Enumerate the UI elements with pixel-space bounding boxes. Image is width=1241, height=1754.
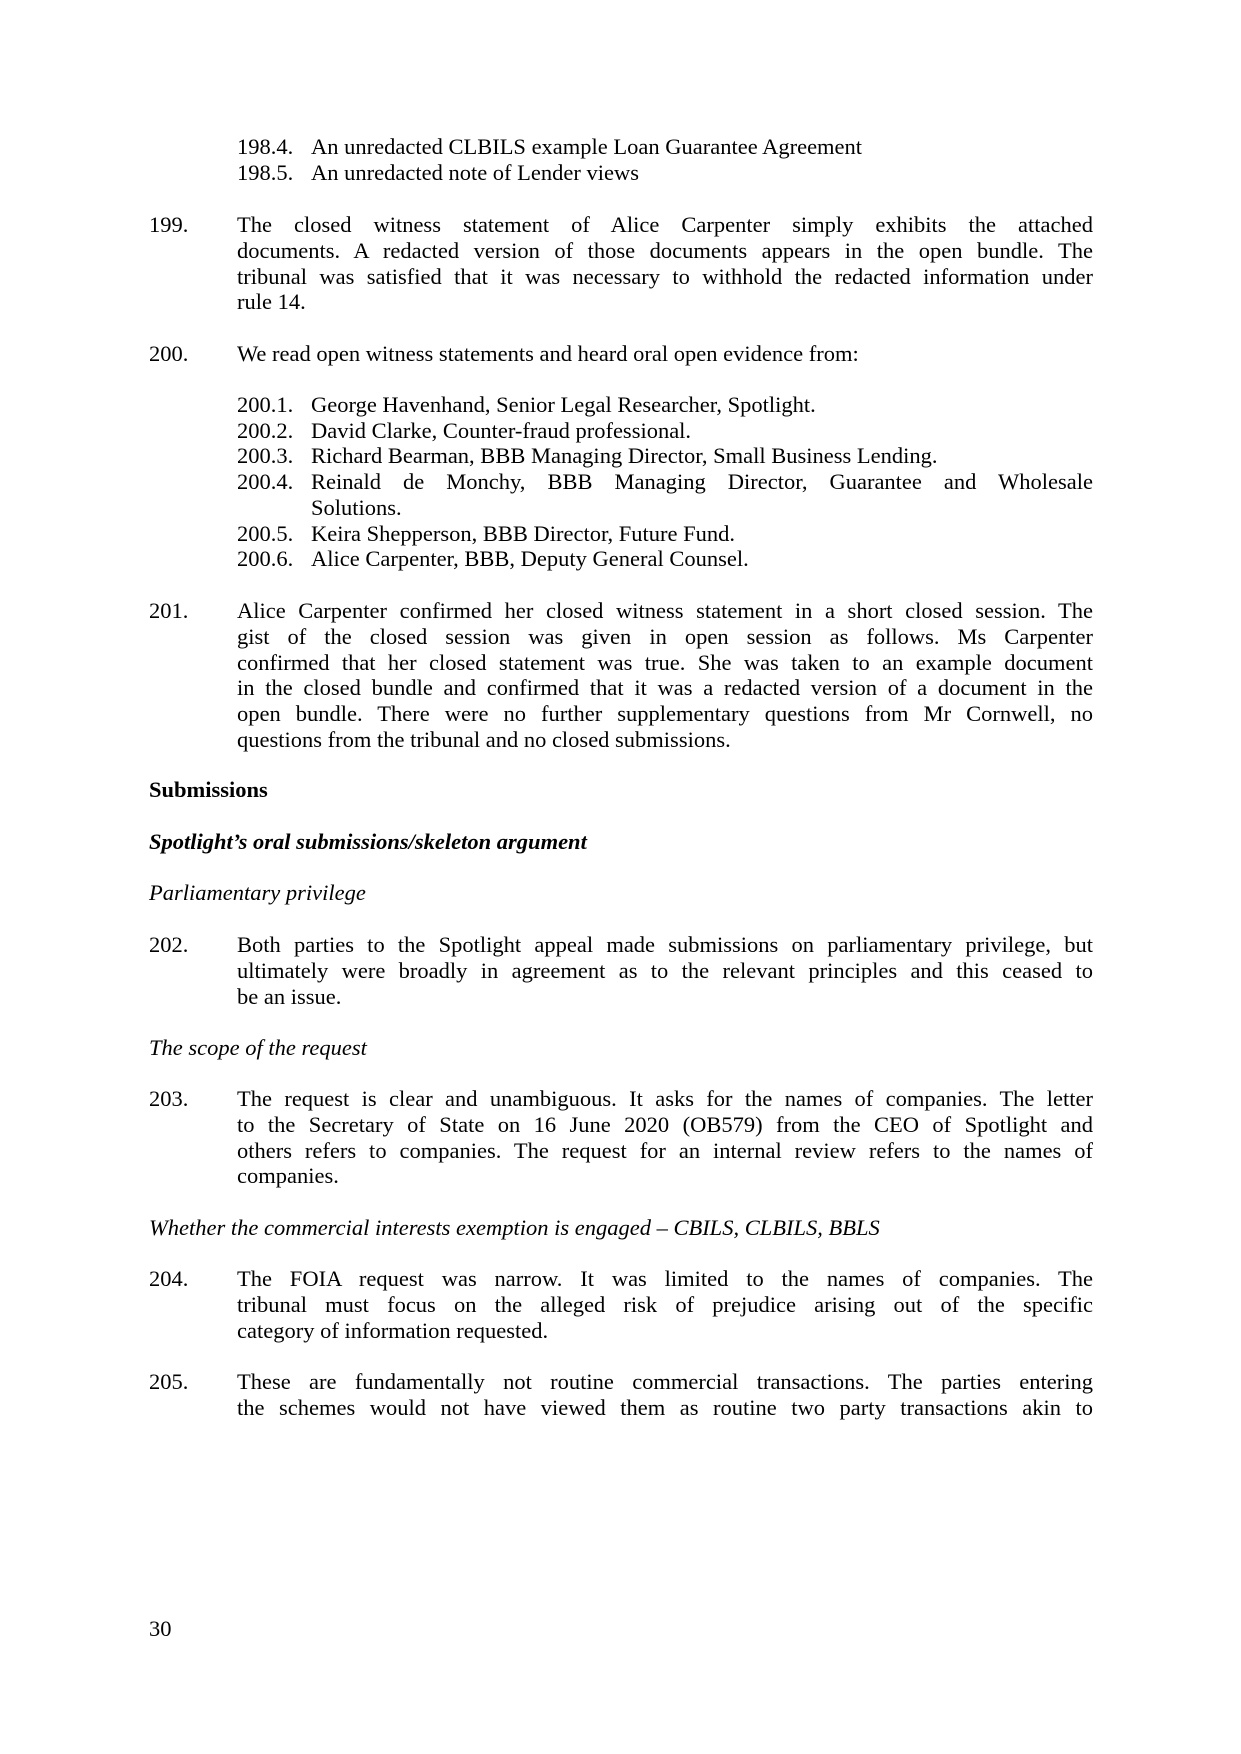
text-line: gist of the closed session was given in open session as follows. Ms Carpenter xyxy=(237,623,1093,649)
text-line: the schemes would not have viewed them as routine two party transactions akin to xyxy=(237,1394,1093,1420)
text-line: to the Secretary of State on 16 June 2020 (OB579) from the CEO of Spotlight and xyxy=(237,1111,1093,1137)
paragraph-199 xyxy=(149,212,1093,315)
sub-paragraph-198-4 xyxy=(237,134,1093,160)
text-line: category of information requested. xyxy=(237,1317,549,1343)
sub-paragraph-number: 200.4. xyxy=(237,469,294,494)
sub-paragraph-200-1 xyxy=(237,392,1093,418)
text-line: rule 14. xyxy=(237,289,306,315)
text-line: be an issue. xyxy=(237,983,342,1009)
text-line: Reinald de Monchy, BBB Managing Director, Guarantee and Wholesale xyxy=(311,469,1093,494)
subsection-heading-spotlight-submissions: Spotlight’s oral submissions/skeleton argument xyxy=(149,829,587,854)
text-line: tribunal was satisfied that it was necessary to withhold the redacted information under xyxy=(237,263,1093,289)
text-line: in the closed bundle and confirmed that it was a redacted version of a document in the xyxy=(237,675,1093,701)
paragraph-200 xyxy=(149,341,1093,367)
text-line: open bundle. There were no further supplementary questions from Mr Cornwell, no xyxy=(237,701,1093,727)
witness-entry: George Havenhand, Senior Legal Researcher, Spotlight. xyxy=(311,392,816,417)
sub-paragraph-text: An unredacted note of Lender views xyxy=(311,160,639,185)
text-line: The closed witness statement of Alice Carpenter simply exhibits the attached xyxy=(237,212,1093,237)
text-line: documents. A redacted version of those documents appears in the open bundle. The xyxy=(237,237,1093,263)
witness-entry: David Clarke, Counter-fraud professional. xyxy=(311,418,692,443)
sub-paragraph-number: 200.6. xyxy=(237,546,294,571)
witness-entry: Alice Carpenter, BBB, Deputy General Counsel. xyxy=(311,546,749,571)
sub-paragraph-198-5 xyxy=(237,160,1093,186)
sub-paragraph-number: 200.2. xyxy=(237,418,294,443)
text-line: The FOIA request was narrow. It was limited to the names of companies. The xyxy=(237,1266,1093,1291)
text-line: questions from the tribunal and no closed submissions. xyxy=(237,726,731,752)
paragraph-text xyxy=(237,341,1093,367)
paragraph-205 xyxy=(149,1369,1093,1421)
sub-paragraph-number: 198.5. xyxy=(237,160,294,185)
text-line: tribunal must focus on the alleged risk of prejudice arising out of the specific xyxy=(237,1291,1093,1317)
paragraph-204 xyxy=(149,1266,1093,1343)
paragraph-text xyxy=(237,1086,1093,1189)
text-line: These are fundamentally not routine commercial transactions. The parties entering xyxy=(237,1369,1093,1394)
sub-paragraph-text: An unredacted CLBILS example Loan Guarantee Agreement xyxy=(311,134,863,159)
text-line: confirmed that her closed statement was true. She was taken to an example document xyxy=(237,649,1093,675)
text-line: The request is clear and unambiguous. It asks for the names of companies. The letter xyxy=(237,1086,1093,1111)
sub-paragraph-number: 200.5. xyxy=(237,521,294,546)
sub-paragraph-200-4 xyxy=(237,469,1093,521)
sub-paragraph-number: 198.4. xyxy=(237,134,294,159)
paragraph-number: 199. xyxy=(149,212,189,237)
sub-paragraph-200-3 xyxy=(237,443,1093,469)
witness-entry: Richard Bearman, BBB Managing Director, Small Business Lending. xyxy=(311,443,938,468)
text-line: Solutions. xyxy=(311,494,402,520)
witness-entry xyxy=(311,469,1093,521)
paragraph-number: 204. xyxy=(149,1266,189,1291)
text-line: We read open witness statements and heard oral open evidence from: xyxy=(237,341,859,366)
section-heading-submissions: Submissions xyxy=(149,777,268,802)
text-line: Both parties to the Spotlight appeal made submissions on parliamentary privilege, but xyxy=(237,932,1093,957)
paragraph-number: 203. xyxy=(149,1086,189,1111)
paragraph-number: 200. xyxy=(149,341,189,366)
paragraph-number: 205. xyxy=(149,1369,189,1394)
paragraph-text xyxy=(237,1266,1093,1343)
text-line: others refers to companies. The request for an internal review refers to the names of xyxy=(237,1137,1093,1163)
topic-heading-commercial-interests-exemption: Whether the commercial interests exemption is engaged – CBILS, CLBILS, BBLS xyxy=(149,1215,880,1240)
sub-paragraph-200-2 xyxy=(237,418,1093,444)
witness-entry: Keira Shepperson, BBB Director, Future Fund. xyxy=(311,521,736,546)
paragraph-number: 201. xyxy=(149,598,189,623)
paragraph-number: 202. xyxy=(149,932,189,957)
text-line: ultimately were broadly in agreement as to the relevant principles and this ceased to xyxy=(237,957,1093,983)
paragraph-202 xyxy=(149,932,1093,1009)
paragraph-text xyxy=(237,598,1093,753)
paragraph-text xyxy=(237,932,1093,1009)
sub-paragraph-number: 200.1. xyxy=(237,392,294,417)
text-line: companies. xyxy=(237,1163,339,1189)
paragraph-text xyxy=(237,1369,1093,1421)
topic-heading-scope-of-request: The scope of the request xyxy=(149,1035,367,1060)
paragraph-text xyxy=(237,212,1093,315)
text-line: Alice Carpenter confirmed her closed witness statement in a short closed session. The xyxy=(237,598,1093,623)
topic-heading-parliamentary-privilege: Parliamentary privilege xyxy=(149,880,366,905)
paragraph-201 xyxy=(149,598,1093,753)
sub-paragraph-200-6 xyxy=(237,546,1093,572)
sub-paragraph-number: 200.3. xyxy=(237,443,294,468)
sub-paragraph-200-5 xyxy=(237,521,1093,547)
page-number: 30 xyxy=(149,1616,172,1641)
paragraph-203 xyxy=(149,1086,1093,1189)
